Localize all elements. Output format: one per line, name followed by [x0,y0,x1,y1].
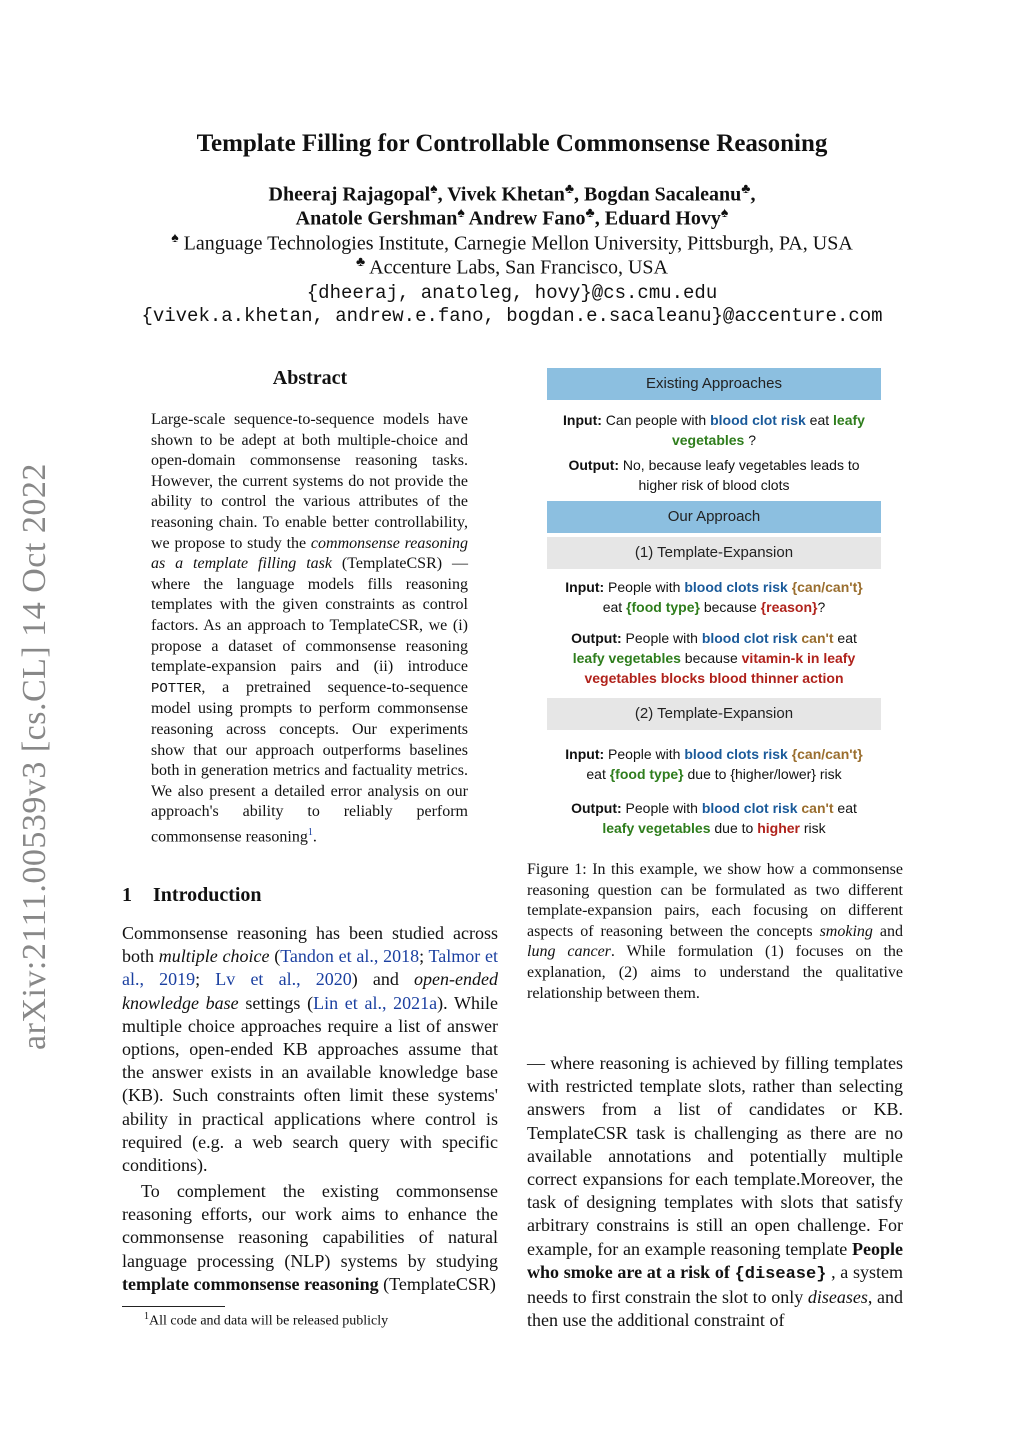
citation-link[interactable]: Lv et al., 2020 [215,969,352,990]
te2-input [547,744,881,784]
text: and [872,922,903,940]
author-name: Andrew Fano [468,207,586,230]
value-red: higher [757,820,800,836]
footnote-divider [122,1306,225,1307]
intro-paragraph-2 [122,1180,498,1296]
abstract-heading: Abstract [272,367,348,389]
club-icon: ♣ [564,182,575,197]
value-brown: can't [801,800,834,816]
template-expansion-1-header: (1) Template-Expansion [547,537,881,569]
text: — where reasoning is achieved by filling templates with restricted template slots, rather than selecting answers from a list of candidates or KB. TemplateCSR task is challenging as there are no available annotations and potentially multiple correct expansions for each template.Moreover, the task of designing templates with slots that satisfy arbitrary constrains is still an open challenge. For example, for an example reasoning template [527,1053,903,1259]
abstract-part: . [312,828,317,846]
value-green: leafy vegetables [602,820,711,836]
text: People with [604,746,685,762]
text: eat [805,412,834,428]
concept-blue: blood clots risk [684,746,788,762]
slot-brown: {can/can't} [791,746,863,762]
section-number: 1 [122,884,132,906]
input-label: Input: [563,412,602,428]
emph: multiple choice [158,946,270,967]
club-icon: ♣ [356,255,366,270]
author-name: Dheeraj Rajagopal [268,183,431,206]
existing-approaches-header: Existing Approaches [547,368,881,400]
text: risk [815,766,842,782]
email-line-2: {vivek.a.khetan, andrew.e.fano, bogdan.e.sacaleanu}@accenture.com [141,305,883,327]
concept-blue: blood clots risk [684,579,788,595]
text: To complement the existing commonsense reasoning efforts, our work aims to enhance the commonsense reasoning capabilities of natural language processing (NLP) systems by studying [122,1181,498,1271]
potter-model-name: POTTER [151,680,202,697]
text: , and then use the additional constraint of [527,1287,903,1331]
template-slot: {disease} [734,1264,827,1284]
text: People with [621,800,702,816]
text: Figure 1: In this example, we show how a commonsense reasoning question can be formulated as two different template-expansion pairs, each focusing on different aspects of reasoning between the concepts [527,861,903,940]
citation-link[interactable]: Lin et al., 2021a [313,992,438,1013]
text: because [680,650,742,666]
footnote [122,1311,388,1330]
text: ; [419,946,429,967]
author-name: Vivek Khetan [447,183,565,206]
slot-green: {food type} [609,766,684,782]
text: eat [602,599,627,615]
emph: diseases [807,1287,868,1308]
author-name: Eduard Hovy [604,207,721,230]
affiliation-text: Accenture Labs, San Francisco, USA [369,256,668,279]
input-label: Input: [565,579,605,595]
affiliation-text: Language Technologies Institute, Carnegie Mellon University, Pittsburgh, PA, USA [183,232,853,255]
bold-term: template commonsense reasoning [122,1273,379,1294]
intro-paragraph-1 [122,922,498,1177]
concept-green: leafy vegetables [671,412,865,448]
paper-title: Template Filling for Controllable Commonsense Reasoning [196,130,828,157]
value-brown: can't [801,630,834,646]
abstract-part: Large-scale sequence-to-sequence models have shown to be adept at both multiple-choice and open-domain commonsense reasoning tasks. However, the current systems do not provide the ability to control the various attributes of the reasoning chain. To enable better controllability, we propose to study the [151,411,468,552]
text: settings ( [238,992,314,1013]
te1-input [547,577,881,617]
author-name: Anatole Gershman [295,207,458,230]
te1-output [547,628,881,688]
text: No, because leafy vegetables leads to higher risk of blood clots [619,457,860,493]
separator: , [437,183,448,206]
output-label: Output: [571,630,622,646]
figure-1 [547,368,881,838]
text: due to [710,820,758,836]
author-line-1 [0,182,1024,207]
right-column-paragraph [527,1052,903,1332]
spade-icon: ♠ [171,231,179,246]
concept-blue: blood clot risk [710,412,806,428]
output-label: Output: [568,457,620,473]
separator: , [594,207,605,230]
text: ? [817,599,826,615]
text: ; [195,969,216,990]
spade-icon: ♠ [720,206,729,221]
text: People with [621,630,702,646]
club-icon: ♣ [585,206,595,221]
existing-input [547,410,881,450]
text: eat [586,766,610,782]
text: People with [604,579,685,595]
emph: open-ended knowledge base [122,969,498,1013]
value-red: vitamin-k in leafy vegetables blocks blood thinner action [584,650,856,686]
text: (TemplateCSR) [378,1273,496,1294]
section-title: Introduction [153,884,262,906]
club-icon: ♣ [741,182,751,197]
text: eat [833,800,857,816]
text: risk [799,820,826,836]
text: eat [833,630,857,646]
author-name: Bogdan Sacaleanu [584,183,742,206]
separator: , [574,183,585,206]
emph: lung cancer [527,943,611,961]
email-line-1: {dheeraj, anatoleg, hovy}@cs.cmu.edu [306,282,718,304]
abstract-part: , a pretrained sequence-to-sequence model using prompts to perform commonsense reasoning across concepts. Our experiments show that our approach outperforms baselines both in generation metrics and factuality metrics. We also present a detailed error analysis on our approach's ability to reliably perform commonsense reasoning [151,678,468,846]
slot-brown: {can/can't} [791,579,863,595]
text: because [699,599,761,615]
affiliation-2 [0,255,1024,280]
separator: , [750,183,756,206]
figure-caption [527,860,903,1004]
citation-link[interactable]: Tandon et al., 2018 [280,946,420,967]
existing-output [547,455,881,495]
slot-green: {food type} [626,599,700,615]
abstract-part: (TemplateCSR) — where the language models fills reasoning templates with the given constraints as control factors. As an approach to TemplateCSR, we (i) propose a dataset of commonsense reasoning template-expansion pairs and (ii) introduce [151,555,468,676]
citation-link[interactable]: Talmor et al., 2019 [122,946,498,990]
section-heading-introduction [122,884,262,907]
affiliation-1 [0,231,1024,256]
value-green: leafy vegetables [572,650,681,666]
text: ? [744,432,757,448]
output-label: Output: [571,800,622,816]
author-line-2 [0,206,1024,231]
text: . While formulation (1) focuses on the explanation, (2) aims to understand the qualitative relationship between them. [527,943,903,1002]
text: due to [683,766,731,782]
template-expansion-2-header: (2) Template-Expansion [547,698,881,730]
te2-output [547,798,881,838]
abstract-text [151,410,468,848]
our-approach-header: Our Approach [547,501,881,533]
text: Can people with [601,412,711,428]
spade-icon: ♠ [457,206,465,221]
footnote-mark: 1 [144,1311,149,1322]
abstract-emph: commonsense reasoning as a template filling task [151,534,468,573]
concept-blue: blood clot risk [701,800,798,816]
emph: smoking [819,922,873,940]
bold-template: People who smoke are at a risk of [527,1238,903,1282]
text: , a system needs to first constrain the slot to only [527,1261,904,1308]
footnote-text: All code and data will be released publicly [149,1313,389,1329]
slot-plain: {higher/lower} [730,766,816,782]
arxiv-side-stamp: arXiv:2111.00539v3 [cs.CL] 14 Oct 2022 [16,463,53,1050]
text: ( [269,946,281,967]
text: ). While multiple choice approaches require a list of answer options, open-ended KB approaches assume that the answer exists in an available knowledge base (KB). Such constraints often limit these systems' ability in practical applications where control is required (e.g. a web search query with specific conditions). [122,992,499,1176]
concept-blue: blood clot risk [701,630,798,646]
text: ) and [351,969,415,990]
input-label: Input: [565,746,605,762]
footnote-mark-link[interactable]: 1 [307,826,313,838]
spade-icon: ♠ [430,182,438,197]
slot-red: {reason} [760,599,818,615]
text: Commonsense reasoning has been studied across both [122,923,498,967]
